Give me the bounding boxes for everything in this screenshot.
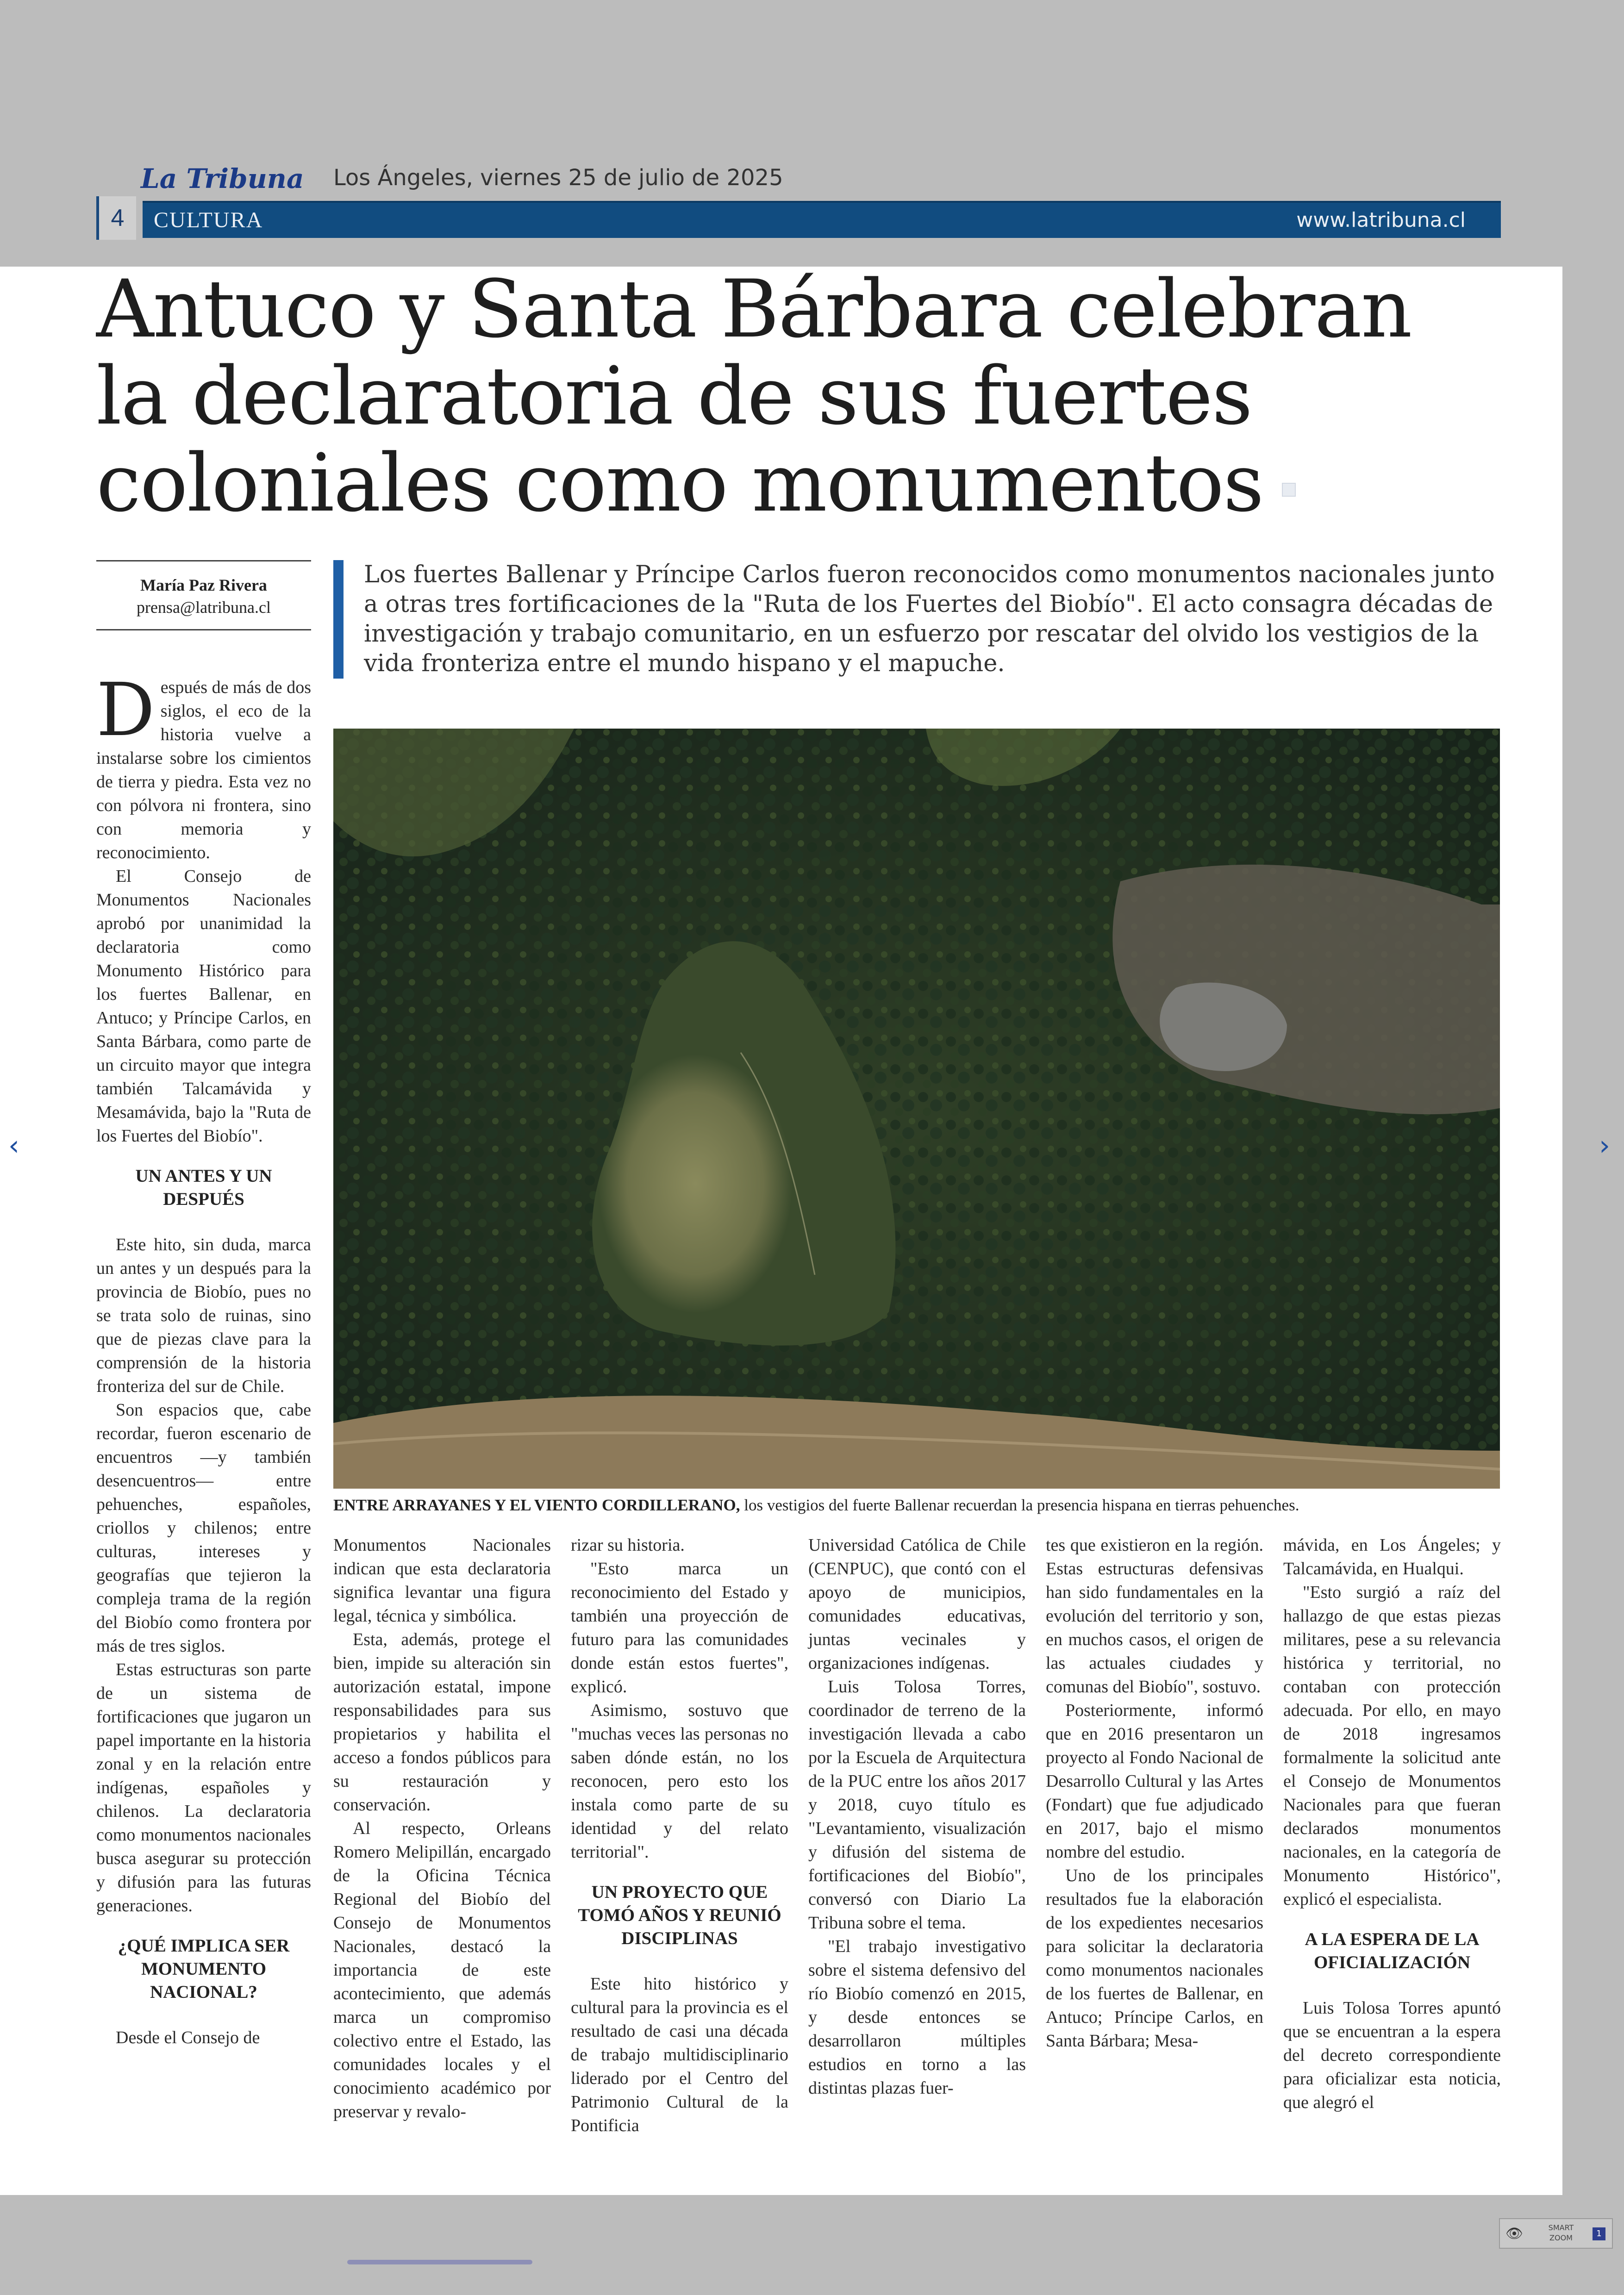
next-page-chevron-icon[interactable]: › [1599,1129,1610,1162]
paragraph: Posteriormente, informó que en 2016 presentaron un proyecto al Fondo Nacional de Desarrollo Cultural y las Artes (Fondart) que fue adjudicado en 2017, bajo el mismo nombre del estudio. [1046,1701,1263,1862]
subheading: UN PROYECTO QUE TOMÓ AÑOS Y REUNIÓ DISCIPLINAS [578,1882,781,1948]
paragraph: Este hito histórico y cultural para la provincia es el resultado de casi una década de trabajo multidisciplinario liderado por el Centro del Patrimonio Cultural de la Pontificia [571,1974,788,2135]
paragraph: Son espacios que, cabe recordar, fueron escenario de encuentros —y también desencuentros— entre pehuenches, españoles, criollos y chilenos; entre culturas, intereses y geografías que tejieron la compleja trama de la región del Biobío como frontera por más de tres siglos. [96,1400,311,1656]
paragraph: Este hito, sin duda, marca un antes y un después para la provincia de Biobío, pues no se trata solo de ruinas, sino que de piezas clave para la comprensión de la historia fronteriza del sur de Chile. [96,1235,311,1396]
eye-icon: 👁 [1505,2226,1524,2242]
article-lead: Los fuertes Ballenar y Príncipe Carlos fueron reconocidos como monumentos nacionales junto a otras tres fortificaciones de la "Ruta de los Fuertes del Biobío". El acto consagra décadas de investigación y trabajo comunitario, en un esfuerzo por rescatar del olvido los vestigios de la vida fronteriza entre el mundo hispano y el mapuche. [333,560,1500,679]
section-bar [96,196,1501,240]
article-column-5 [1046,1534,1263,2053]
paragraph: Luis Tolosa Torres, coordinador de terreno de la investigación llevada a cabo por la Escuela de Arquitectura de la PUC entre los años 2017 y 2018, cuyo título es "Levantamiento, visualización y difusión del sistema de fortificaciones del Biobío", conversó con Diario La Tribuna sobre el tema. [808,1677,1026,1933]
article-column-6 [1283,1534,1501,2114]
subheading: ¿QUÉ IMPLICA SER MONUMENTO NACIONAL? [118,1936,290,2002]
smart-zoom-label: SMART ZOOM [1548,2223,1574,2242]
section-name: CULTURA [154,208,263,232]
paragraph: Estas estructuras son parte de un sistema de fortificaciones que jugaron un papel importante en la historia zonal y en la relación entre indígenas, españoles y chilenos. La declaratoria como monumentos nacionales busca asegurar su protección y difusión para las futuras generaciones. [96,1660,311,1915]
subheading: A LA ESPERA DE LA OFICIALIZACIÓN [1305,1929,1480,1972]
article-column-1 [96,667,311,2050]
paragraph: tes que existieron en la región. Estas estructuras defensivas han sido fundamentales en la evolución del territorio y son, en muchos casos, el origen de las actuales ciudades y comunas del Biobío", sostuvo. [1046,1535,1263,1696]
drop-cap: D [96,667,155,753]
newspaper-logo: La Tribuna [141,163,304,194]
note-marker-icon[interactable] [1282,483,1296,497]
author-name: María Paz Rivera [140,576,267,594]
page-number: 4 [96,196,136,240]
prev-page-chevron-icon[interactable]: ‹ [8,1129,19,1162]
paragraph: Desde el Consejo de [116,2028,260,2047]
paragraph: Universidad Católica de Chile (CENPUC), que contó con el apoyo de municipios, comunidades educativas, juntas vecinales y organizaciones indígenas. [808,1535,1026,1673]
paragraph: El Consejo de Monumentos Nacionales aprobó por unanimidad la declaratoria como Monumento Histórico para los fuertes Ballenar, en Antuco; y Príncipe Carlos, en Santa Bárbara, como parte de un circuito mayor que integra también Talcamávida y Mesamávida, bajo la "Ruta de los Fuertes del Biobío". [96,867,311,1146]
smart-zoom-toggle[interactable]: 1 [1593,2227,1605,2240]
smart-zoom-control[interactable] [1499,2218,1613,2249]
article-column-3 [571,1534,788,2138]
paragraph: "Esto marca un reconocimiento del Estado y también una proyección de futuro para las comunidades donde están estos fuertes", explicó. [571,1559,788,1696]
author-email: prensa@latribuna.cl [136,598,271,617]
paragraph: Asimismo, sostuvo que "muchas veces las personas no saben dónde están, no los reconocen, pero esto los instala como parte de su identidad y del relato territorial". [571,1701,788,1862]
photo-caption: ENTRE ARRAYANES Y EL VIENTO CORDILLERANO, los vestigios del fuerte Ballenar recuerdan la presencia hispana en tierras pehuenches. [333,1496,1299,1514]
paragraph: "El trabajo investigativo sobre el sistema defensivo del río Biobío comenzó en 2015, y desde entonces se desarrollaron múltiples estudios en torno a las distintas plazas fuer- [808,1937,1026,2098]
paragraph: espués de más de dos siglos, el eco de la historia vuelve a instalarse sobre los cimientos de tierra y piedra. Esta vez no con pólvora ni frontera, sino con memoria y reconocimiento. [96,678,311,862]
article-column-2 [333,1534,551,2124]
article-headline: Antuco y Santa Bárbara celebran la declaratoria de sus fuertes coloniales como monumentos [96,262,1412,530]
byline [96,560,311,630]
paragraph: Uno de los principales resultados fue la elaboración de los expedientes necesarios para solicitar la declaratoria como monumentos nacionales de los fuertes de Ballenar, en Antuco; Príncipe Carlos, en Santa Bárbara; Mesa- [1046,1866,1263,2051]
paragraph: Al respecto, Orleans Romero Melipillán, encargado de la Oficina Técnica Regional del Biobío del Consejo de Monumentos Nacionales, destacó la importancia de este acontecimiento, que además marca un compromiso colectivo entre el Estado, las comunidades locales y el conocimiento académico por preservar y revalo- [333,1819,551,2121]
website-url: www.latribuna.cl [1296,208,1466,232]
subheading: UN ANTES Y UN DESPUÉS [135,1166,272,1209]
article-column-4 [808,1534,1026,2100]
paragraph: "Esto surgió a raíz del hallazgo de que estas piezas militares, pese a su relevancia histórica y territorial, no contaban con protección adecuada. Por ello, en mayo de 2018 ingresamos formalmente la solicitud ante el Consejo de Monumentos Nacionales para que fueran declarados monumentos nacionales, en la categoría de Monumento Histórico", explicó el especialista. [1283,1583,1501,1909]
aerial-photo [333,729,1500,1489]
paragraph: mávida, en Los Ángeles; y Talcamávida, en Hualqui. [1283,1535,1501,1578]
issue-date: Los Ángeles, viernes 25 de julio de 2025 [333,165,783,191]
page-scrollbar[interactable] [347,2260,532,2264]
paragraph: rizar su historia. [571,1535,685,1555]
section-band [143,201,1501,238]
paragraph: Luis Tolosa Torres apuntó que se encuentran a la espera del decreto correspondiente para oficializar esta noticia, que alegró el [1283,1998,1501,2112]
paragraph: Monumentos Nacionales indican que esta declaratoria significa levantar una figura legal, técnica y simbólica. [333,1535,551,1626]
paragraph: Esta, además, protege el bien, impide su alteración sin autorización estatal, impone responsabilidades para sus propietarios y habilita el acceso a fondos públicos para su restauración y conservación. [333,1630,551,1815]
